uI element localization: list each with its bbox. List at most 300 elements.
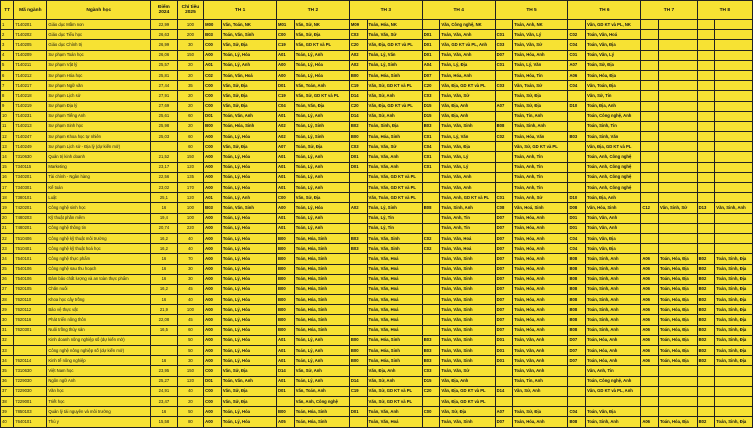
row-combo-subjects: Văn, Sử, Địa — [221, 142, 276, 152]
row-combo-subjects: Toán, Công nghệ, Anh — [586, 111, 641, 121]
row-combo-subjects: Toán, Văn, Anh — [367, 407, 422, 417]
row-ma-nganh: 7620116 — [14, 315, 47, 325]
row-combo-subjects: Toán, Anh, Tin — [513, 152, 568, 162]
row-ma-nganh — [14, 335, 47, 345]
row-combo-subjects — [715, 20, 753, 30]
row-combo-subjects: Toán, Sinh, Anh — [586, 295, 641, 305]
row-combo-subjects: Văn, Địa, Anh — [440, 111, 495, 121]
row-combo-subjects: Toán, Văn, Địa — [586, 40, 641, 50]
row-combo-code — [349, 213, 367, 223]
row-combo-code: C20 — [349, 101, 367, 111]
row-combo-subjects — [715, 407, 753, 417]
row-combo-subjects: Toán, Địa, Anh — [586, 101, 641, 111]
row-tt: 15 — [1, 162, 14, 172]
row-combo-subjects: Toán, Văn, Địa — [586, 233, 641, 243]
row-combo-subjects: Toán, Hóa, Anh — [513, 50, 568, 60]
table-body — [1, 20, 753, 428]
row-combo-subjects: Toán, Tin, Anh — [513, 111, 568, 121]
row-combo-subjects — [715, 30, 753, 40]
row-diem: 22,08 — [151, 315, 178, 325]
row-combo-code: A01 — [277, 376, 295, 386]
row-combo-subjects: Toán, Hóa, Địa — [658, 417, 697, 427]
row-combo-subjects: Toán, Lý, Hóa — [221, 356, 276, 366]
row-combo-code — [641, 366, 659, 376]
row-combo-subjects: Văn, Hóa, Sinh — [586, 203, 641, 213]
row-combo-code: D14 — [349, 111, 367, 121]
row-combo-subjects: Toán, Văn, Sinh — [440, 335, 495, 345]
row-combo-code: A01 — [277, 50, 295, 60]
row-combo-code: D01 — [204, 376, 222, 386]
row-nganh-hoc: Chăn nuôi — [47, 284, 151, 294]
row-combo-subjects: Toán, Hóa, Sinh — [367, 335, 422, 345]
row-combo-subjects: Toán, Lý, Hóa — [221, 295, 276, 305]
row-combo-code: B02 — [697, 274, 715, 284]
row-combo-code: D01 — [349, 162, 367, 172]
row-combo-subjects: Toán, Lý, Hóa — [221, 233, 276, 243]
row-nganh-hoc: Kế toán — [47, 183, 151, 193]
row-combo-subjects: Toán, Sinh, Anh — [513, 121, 568, 131]
row-combo-subjects: Toán, Hóa, Anh — [513, 244, 568, 254]
row-combo-code: A05 — [277, 417, 295, 427]
row-combo-code: C01 — [422, 152, 440, 162]
row-tt: 8 — [1, 91, 14, 101]
row-combo-subjects: Toán, Lý, Tin — [367, 223, 422, 233]
row-combo-code: C03 — [495, 40, 513, 50]
row-chi-tieu: 50 — [177, 346, 204, 356]
row-combo-subjects — [715, 91, 753, 101]
row-combo-code: B02 — [697, 284, 715, 294]
row-tt: 24 — [1, 254, 14, 264]
row-combo-subjects — [715, 40, 753, 50]
row-combo-subjects: Toán, Hóa, Anh — [513, 325, 568, 335]
row-combo-code: A06 — [641, 284, 659, 294]
row-tt: 21 — [1, 223, 14, 233]
row-combo-code — [697, 60, 715, 70]
row-tt: 9 — [1, 101, 14, 111]
row-combo-subjects: Toán, Văn, Hoá — [367, 274, 422, 284]
row-combo-code: A02 — [349, 203, 367, 213]
row-combo-subjects: Toán, Văn, Địa — [440, 142, 495, 152]
row-combo-code — [641, 20, 659, 30]
row-combo-subjects: Văn, Địa, GD KT và PL — [440, 81, 495, 91]
row-chi-tieu: 40 — [177, 386, 204, 396]
row-combo-code — [641, 111, 659, 121]
row-combo-subjects: Văn, Toán, GD KT và PL — [367, 193, 422, 203]
row-combo-subjects: Toán, Anh, NK — [513, 20, 568, 30]
row-combo-subjects: Toán, Hóa, Địa — [658, 274, 697, 284]
row-nganh-hoc: Đảm bảo chất lượng và an toàn thực phẩm — [47, 274, 151, 284]
row-combo-subjects — [658, 132, 697, 142]
row-combo-subjects: Toán, Lý, Hóa — [221, 50, 276, 60]
row-combo-code: B00 — [349, 346, 367, 356]
row-ma-nganh: 7420201 — [14, 203, 47, 213]
row-combo-subjects: Toán, Lý, Anh — [294, 335, 349, 345]
row-combo-code: D01 — [349, 407, 367, 417]
row-combo-subjects — [715, 172, 753, 182]
row-ma-nganh: 7140212 — [14, 70, 47, 80]
row-combo-subjects: Toán, Anh, Sử — [513, 193, 568, 203]
row-combo-subjects: Toán, Lý, Anh — [294, 213, 349, 223]
row-tt: 37 — [1, 386, 14, 396]
row-nganh-hoc: Sư phạm Hóa học — [47, 70, 151, 80]
row-combo-subjects: Toán, Hóa, Sinh — [294, 407, 349, 417]
row-diem: 16 — [151, 407, 178, 417]
row-combo-subjects — [715, 81, 753, 91]
row-combo-code — [641, 101, 659, 111]
row-combo-code: D10 — [568, 101, 586, 111]
row-tt: 28 — [1, 295, 14, 305]
row-combo-code — [349, 366, 367, 376]
row-combo-code: B00 — [349, 335, 367, 345]
row-combo-subjects — [658, 366, 697, 376]
row-nganh-hoc: Giáo dục Chính trị — [47, 40, 151, 50]
table-row — [1, 315, 753, 325]
row-nganh-hoc: Sư phạm Sinh học — [47, 121, 151, 131]
row-combo-subjects: Toán, Hóa, Anh — [586, 356, 641, 366]
row-combo-code: C04 — [568, 233, 586, 243]
row-diem — [151, 335, 178, 345]
row-ma-nganh: 7510406 — [14, 233, 47, 243]
row-combo-code: C03 — [422, 366, 440, 376]
row-tt: 14 — [1, 152, 14, 162]
row-diem: 15,58 — [151, 417, 178, 427]
row-chi-tieu: 45 — [177, 315, 204, 325]
row-combo-code — [568, 183, 586, 193]
row-combo-code: B08 — [568, 274, 586, 284]
row-nganh-hoc: Công nghệ kỹ thuật môi trường — [47, 233, 151, 243]
row-combo-subjects: Văn, Địa, GD KT và PL — [367, 40, 422, 50]
row-tt: 10 — [1, 111, 14, 121]
row-combo-subjects: Toán, Lý, Địa — [440, 60, 495, 70]
row-tt: 20 — [1, 213, 14, 223]
row-combo-subjects — [658, 20, 697, 30]
row-combo-subjects: Toán, Hóa, Sinh — [294, 417, 349, 427]
row-combo-code: B00 — [277, 325, 295, 335]
row-combo-subjects: Toán, Lý, Anh — [221, 193, 276, 203]
row-combo-code — [697, 183, 715, 193]
header-th5: TH 5 — [495, 1, 568, 20]
row-combo-code: C20 — [422, 386, 440, 396]
row-combo-code: C02 — [568, 30, 586, 40]
table-row — [1, 233, 753, 243]
row-combo-code: D07 — [495, 295, 513, 305]
row-combo-code — [641, 152, 659, 162]
row-combo-subjects: Văn, Địa, Anh — [367, 366, 422, 376]
row-tt: 40 — [1, 417, 14, 427]
row-combo-subjects: Toán, Văn, Hoá — [440, 233, 495, 243]
row-combo-subjects: Văn, Toán, NK — [221, 20, 276, 30]
row-combo-code: A01 — [204, 193, 222, 203]
row-combo-subjects: Toán, Lý, Sinh — [367, 203, 422, 213]
row-combo-code: C01 — [495, 193, 513, 203]
row-combo-subjects: Toán, Văn, Hoá — [367, 417, 422, 427]
row-combo-code — [697, 407, 715, 417]
row-ma-nganh: 7229001 — [14, 396, 47, 406]
row-ma-nganh: 7140209 — [14, 50, 47, 60]
row-combo-code: A07 — [495, 407, 513, 417]
row-combo-subjects — [715, 152, 753, 162]
row-combo-subjects: Toán, Văn, Sinh — [440, 315, 495, 325]
row-combo-subjects — [658, 213, 697, 223]
row-combo-subjects: Văn, Toán, Sử — [513, 81, 568, 91]
row-combo-subjects — [658, 223, 697, 233]
row-tt: 7 — [1, 81, 14, 91]
row-combo-subjects: Toán, Văn, Địa — [294, 101, 349, 111]
row-combo-subjects: Toán, Văn, Sinh — [440, 356, 495, 366]
row-combo-subjects: Toán, Hóa, Địa — [658, 335, 697, 345]
row-combo-subjects — [658, 376, 697, 386]
row-combo-code — [641, 172, 659, 182]
row-combo-subjects: Toán, Hóa, Sinh — [367, 70, 422, 80]
row-combo-code: B03 — [204, 30, 222, 40]
row-combo-subjects: Toán, Lý, Hóa — [221, 162, 276, 172]
row-diem: 16 — [151, 274, 178, 284]
row-ma-nganh: 7140211 — [14, 60, 47, 70]
row-combo-code — [697, 81, 715, 91]
row-combo-code: B02 — [697, 356, 715, 366]
row-combo-code: C04 — [568, 244, 586, 254]
row-combo-subjects: Toán, Lý, Văn — [367, 50, 422, 60]
row-chi-tieu: 30 — [177, 40, 204, 50]
row-combo-code: B02 — [697, 346, 715, 356]
row-combo-subjects: Toán, Hóa, Sinh — [221, 121, 276, 131]
row-combo-code — [495, 366, 513, 376]
header-ma-nganh: Mã ngành — [14, 1, 47, 20]
row-chi-tieu: 100 — [177, 213, 204, 223]
row-combo-subjects: Toán, Hóa, Sinh — [294, 254, 349, 264]
row-combo-code: C02 — [495, 132, 513, 142]
row-combo-code: A00 — [204, 284, 222, 294]
row-chi-tieu: 20 — [177, 396, 204, 406]
row-combo-subjects: Toán, Sinh, Văn — [586, 132, 641, 142]
row-combo-subjects — [658, 30, 697, 40]
row-combo-code: M01 — [277, 20, 295, 30]
table-row — [1, 142, 753, 152]
row-chi-tieu: 120 — [177, 162, 204, 172]
row-combo-code: D14 — [349, 376, 367, 386]
row-combo-code: A00 — [204, 335, 222, 345]
row-combo-subjects — [715, 121, 753, 131]
row-chi-tieu: 35 — [177, 81, 204, 91]
row-combo-code: C20 — [349, 40, 367, 50]
row-combo-subjects: Toán, Văn, Sinh — [367, 244, 422, 254]
row-combo-code: D07 — [495, 244, 513, 254]
row-combo-code — [641, 396, 659, 406]
row-combo-code: A00 — [204, 233, 222, 243]
row-combo-subjects: Toán, Lý, Hóa — [221, 264, 276, 274]
row-chi-tieu: 20 — [177, 60, 204, 70]
row-combo-code — [641, 223, 659, 233]
row-combo-subjects: Toán, Lý, Hóa — [221, 244, 276, 254]
row-combo-code: A00 — [204, 274, 222, 284]
row-chi-tieu: 20 — [177, 91, 204, 101]
row-chi-tieu: 50 — [177, 407, 204, 417]
row-combo-code: C00 — [204, 386, 222, 396]
table-row — [1, 132, 753, 142]
row-combo-subjects: Toán, Anh, Công nghệ — [586, 162, 641, 172]
row-combo-code — [697, 244, 715, 254]
row-combo-code: D08 — [568, 203, 586, 213]
row-combo-subjects — [715, 50, 753, 60]
table-row — [1, 417, 753, 427]
row-chi-tieu: 70 — [177, 254, 204, 264]
row-combo-code: B02 — [697, 305, 715, 315]
row-combo-code: D07 — [495, 50, 513, 60]
row-tt: 38 — [1, 396, 14, 406]
row-combo-subjects: Toán, Anh, Tin — [513, 183, 568, 193]
header-th2: TH 2 — [277, 1, 350, 20]
row-ma-nganh: 7140217 — [14, 81, 47, 91]
row-nganh-hoc: Kinh doanh nông nghiệp số (dự kiến mở) — [47, 335, 151, 345]
row-ma-nganh: 7620110 — [14, 295, 47, 305]
row-combo-subjects: Văn, GD KT và PL, Anh — [440, 40, 495, 50]
row-combo-code: A00 — [204, 356, 222, 366]
row-combo-code — [568, 20, 586, 30]
row-combo-subjects: Văn, Địa, GD KT và PL — [440, 386, 495, 396]
row-combo-subjects: Toán, Hóa, Địa — [658, 346, 697, 356]
row-combo-code — [697, 111, 715, 121]
row-combo-subjects: Toán, Văn, Sinh — [440, 325, 495, 335]
row-nganh-hoc: Giáo dục Mầm non — [47, 20, 151, 30]
row-nganh-hoc: Sư phạm Địa lý — [47, 101, 151, 111]
row-tt: 19 — [1, 203, 14, 213]
row-tt: 30 — [1, 315, 14, 325]
row-combo-subjects — [715, 101, 753, 111]
row-combo-subjects: Toán, Sinh, Địa — [715, 254, 753, 264]
row-combo-subjects — [715, 193, 753, 203]
row-chi-tieu: 30 — [177, 274, 204, 284]
row-combo-code: A02 — [277, 121, 295, 131]
row-combo-subjects: Toán, Văn, Hoá — [367, 325, 422, 335]
row-combo-code: D07 — [495, 305, 513, 315]
row-combo-code: D07 — [495, 223, 513, 233]
row-combo-subjects: Toán, Hóa, Địa — [658, 295, 697, 305]
row-chi-tieu: 20 — [177, 70, 204, 80]
row-combo-code: A00 — [204, 254, 222, 264]
row-combo-subjects: Văn, GD KT và PL — [294, 40, 349, 50]
row-combo-subjects: Toán, Hóa, Anh — [513, 295, 568, 305]
row-diem: 24,91 — [151, 386, 178, 396]
row-nganh-hoc: Công nghệ sinh học — [47, 203, 151, 213]
table-row — [1, 407, 753, 417]
row-combo-code — [422, 396, 440, 406]
row-combo-subjects: Văn, Sử, NK — [294, 20, 349, 30]
header-tt: TT — [1, 1, 14, 20]
row-combo-subjects: Toán, Hóa, Anh — [513, 417, 568, 427]
row-combo-subjects: Văn, Địa, GD KT và PL — [367, 101, 422, 111]
row-combo-subjects: Văn, Sinh, Sử — [658, 203, 697, 213]
row-combo-subjects: Văn, Sử, Địa — [221, 91, 276, 101]
row-combo-subjects: Toán, Văn, Địa — [586, 407, 641, 417]
row-combo-code — [422, 417, 440, 427]
row-combo-subjects: Toán, Văn, Anh — [367, 152, 422, 162]
row-combo-code: A06 — [641, 356, 659, 366]
row-combo-code: B03 — [204, 203, 222, 213]
row-combo-subjects: Toán, Văn, Sử — [367, 30, 422, 40]
row-combo-subjects: Toán, Hóa, Sinh — [367, 356, 422, 366]
row-combo-subjects: Toán, Sinh, Địa — [715, 346, 753, 356]
header-th4: TH 4 — [422, 1, 495, 20]
row-chi-tieu: 100 — [177, 203, 204, 213]
table-row — [1, 325, 753, 335]
row-diem: 16 — [151, 356, 178, 366]
row-combo-code: C19 — [349, 386, 367, 396]
row-ma-nganh: 7620112 — [14, 305, 47, 315]
row-combo-subjects: Toán, Sinh, Anh — [586, 254, 641, 264]
table-row — [1, 346, 753, 356]
row-combo-subjects — [715, 386, 753, 396]
row-chi-tieu: 135 — [177, 172, 204, 182]
row-combo-subjects — [715, 183, 753, 193]
row-combo-subjects — [715, 233, 753, 243]
row-combo-subjects: Toán, Văn, Anh — [513, 335, 568, 345]
row-combo-subjects — [658, 111, 697, 121]
row-combo-code — [641, 407, 659, 417]
row-nganh-hoc: Công nghệ thực phẩm — [47, 254, 151, 264]
row-combo-code — [641, 233, 659, 243]
row-combo-code: D01 — [495, 346, 513, 356]
row-combo-code: A00 — [204, 50, 222, 60]
row-combo-code: D13 — [697, 203, 715, 213]
row-combo-code — [495, 396, 513, 406]
row-combo-subjects: Toán, Lý, Hóa — [221, 172, 276, 182]
row-combo-subjects: Toán, Văn, Hoá — [221, 70, 276, 80]
row-combo-code: B03 — [422, 356, 440, 366]
row-combo-subjects: Văn, GD KT và PL, NK — [586, 20, 641, 30]
table-row — [1, 244, 753, 254]
row-combo-code: A04 — [422, 60, 440, 70]
row-combo-code — [697, 172, 715, 182]
row-ma-nganh: 7140201 — [14, 20, 47, 30]
row-ma-nganh: 7229030 — [14, 386, 47, 396]
row-combo-code: B08 — [568, 295, 586, 305]
row-combo-subjects: Toán, Văn, Địa — [586, 244, 641, 254]
row-combo-subjects: Toán, Văn, Sinh — [440, 346, 495, 356]
row-combo-code: A06 — [641, 335, 659, 345]
row-chi-tieu: 60 — [177, 325, 204, 335]
row-combo-subjects: Toán, Văn, Sinh — [440, 274, 495, 284]
row-combo-subjects: Toán, Văn, Hoá — [367, 254, 422, 264]
row-combo-code — [349, 254, 367, 264]
row-combo-code — [349, 295, 367, 305]
row-combo-code: D01 — [495, 335, 513, 345]
row-chi-tieu: 30 — [177, 264, 204, 274]
row-combo-subjects: Toán, Lý, Hóa — [221, 152, 276, 162]
row-combo-subjects: Toán, Hóa, Anh — [513, 274, 568, 284]
row-combo-code — [568, 121, 586, 131]
header-th3: TH 3 — [349, 1, 422, 20]
row-combo-subjects: Văn, Sử, Địa — [221, 101, 276, 111]
row-combo-code: D01 — [422, 30, 440, 40]
row-combo-code: A01 — [277, 162, 295, 172]
row-combo-subjects — [658, 386, 697, 396]
row-combo-subjects: Văn, Sử, Địa — [294, 30, 349, 40]
table-row — [1, 376, 753, 386]
row-combo-subjects: Toán, Lý, Hóa — [221, 132, 276, 142]
row-combo-code: A00 — [277, 203, 295, 213]
row-combo-code — [495, 20, 513, 30]
header-th8: TH 8 — [697, 1, 752, 20]
row-nganh-hoc: Sư phạm Tiếng Anh — [47, 111, 151, 121]
row-diem: 22,56 — [151, 172, 178, 182]
row-combo-subjects: Toán, Hóa, Sinh — [367, 346, 422, 356]
row-combo-subjects: Toán, Sinh, Anh — [586, 274, 641, 284]
row-diem: 23,17 — [151, 162, 178, 172]
row-combo-subjects: Toán, Sinh, Anh — [586, 305, 641, 315]
row-combo-subjects: Toán, Sinh, Địa — [715, 335, 753, 345]
row-combo-subjects: Văn, Toán, Địa — [586, 81, 641, 91]
row-combo-subjects: Toán, Sinh, Địa — [715, 274, 753, 284]
